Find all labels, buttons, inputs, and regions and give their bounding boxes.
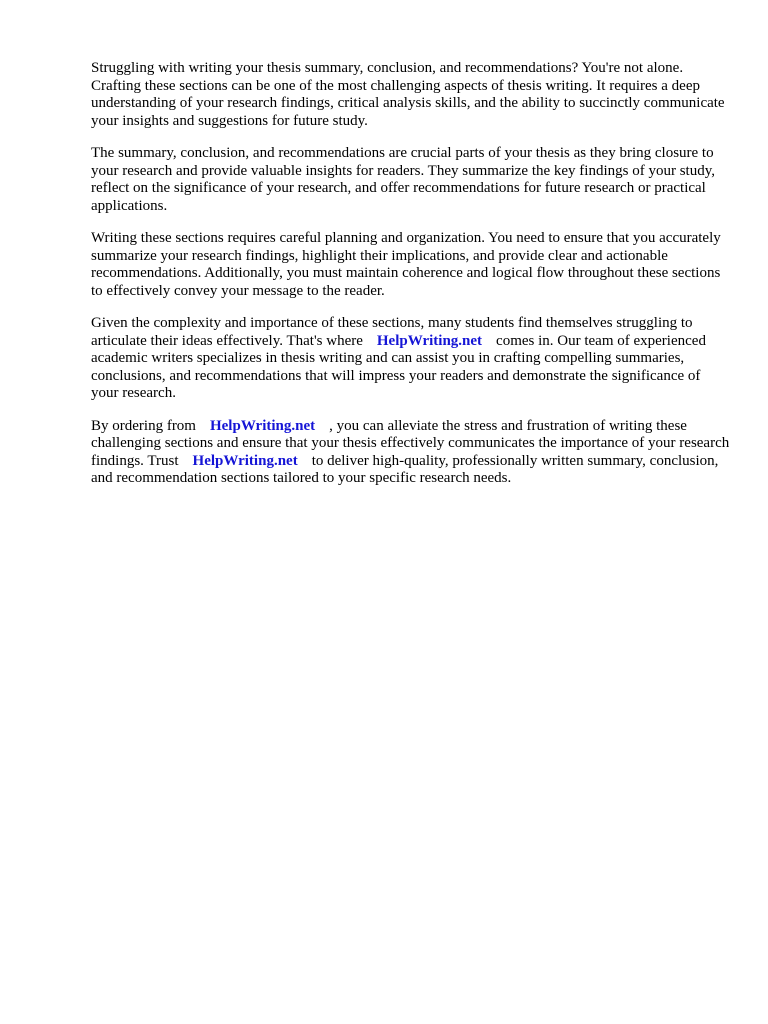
paragraph-service-intro-text-after: comes in. Our team of experienced academic writers specializes in thesis writing and can assist you in crafting compelling summaries, conclusions, and recommendations that will impress your readers and demonstrate the significance of your research. xyxy=(91,332,706,401)
helpwriting-link[interactable]: HelpWriting.net xyxy=(192,452,298,469)
paragraph-cta-text-before: By ordering from xyxy=(91,417,196,434)
helpwriting-link[interactable]: HelpWriting.net xyxy=(376,332,483,349)
helpwriting-link[interactable]: HelpWriting.net xyxy=(209,417,316,434)
paragraph-intro: Struggling with writing your thesis summary, conclusion, and recommendations? You're not alone. Crafting these sections can be one of the most challenging aspects of thesis writing. It requires a deep understanding of your research findings, critical analysis skills, and the ability to succinctly communicate your insights and suggestions for future study. xyxy=(91,60,725,129)
paragraph-call-to-action xyxy=(91,418,731,488)
paragraph-cta-text-after: to deliver high-quality, professionally written summary, conclusion, and recommendation sections tailored to your specific research needs. xyxy=(91,452,719,486)
paragraph-cta-text-middle: , you can alleviate the stress and frustration of writing these challenging sections and ensure that your thesis effectively communicates the importance of your research findings. Trust xyxy=(91,417,730,469)
document-page xyxy=(91,60,731,503)
paragraph-service-intro xyxy=(91,315,731,403)
paragraph-service-intro-text-before: Given the complexity and importance of these sections, many students find themselves struggling to articulate their ideas effectively. That's where xyxy=(91,315,693,349)
paragraph-planning: Writing these sections requires careful planning and organization. You need to ensure that you accurately summarize your research findings, highlight their implications, and provide clear and actionable recommendations. Additionally, you must maintain coherence and logical flow throughout these sections to effectively convey your message to the reader. xyxy=(91,230,721,299)
paragraph-importance: The summary, conclusion, and recommendations are crucial parts of your thesis as they bring closure to your research and provide valuable insights for readers. They summarize the key findings of your study, reflect on the significance of your research, and offer recommendations for future research or practical applications. xyxy=(91,145,715,214)
